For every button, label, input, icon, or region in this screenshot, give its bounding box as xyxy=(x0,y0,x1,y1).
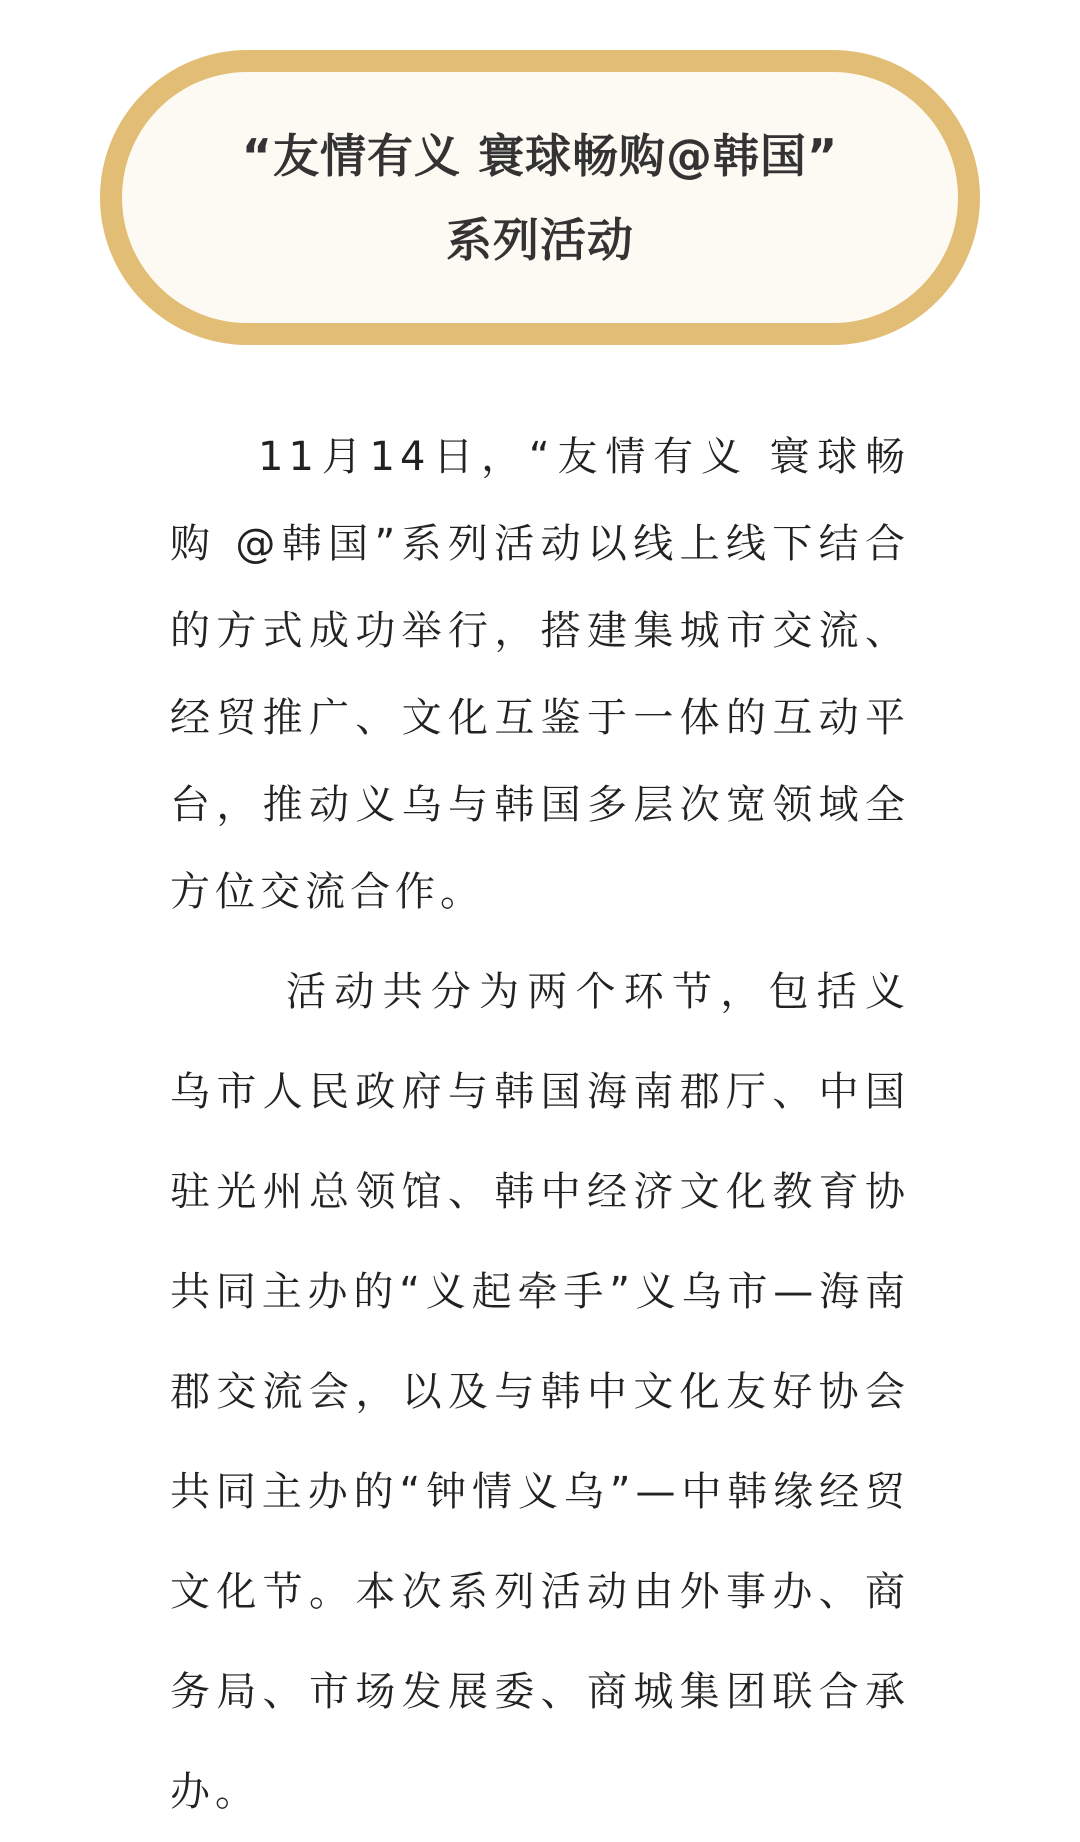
article-body xyxy=(170,414,910,1842)
title-banner xyxy=(100,50,980,345)
article-paragraph-2: 活动共分为两个环节，包括义乌市人民政府与韩国海南郡厅、中国驻光州总领馆、韩中经济文化教育协共同主办的“义起牵手”义乌市—海南郡交流会，以及与韩中文化友好协会共同主办的“钟情义乌”—中韩缘经贸文化节。本次系列活动由外事办、商务局、市场发展委、商城集团联合承办。 xyxy=(170,969,910,1815)
title-line-2: 系列活动 xyxy=(446,212,634,267)
article-paragraph-1: 11月14日，“友情有义 寰球畅购 @韩国”系列活动以线上线下结合的方式成功举行，搭建集城市交流、经贸推广、文化互鉴于一体的互动平台，推动义乌与韩国多层次宽领域全方位交流合作。 xyxy=(170,434,910,915)
title-line-1: “友情有义 寰球畅购@韩国” xyxy=(241,128,839,183)
